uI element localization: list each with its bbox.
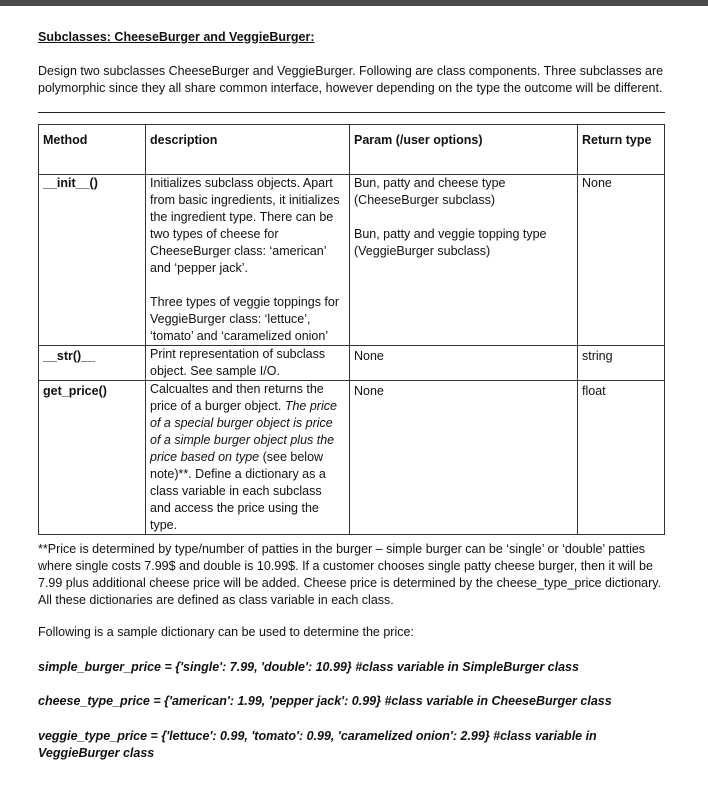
header-return-type: Return type [578, 125, 665, 175]
description-init-text-2: Three types of veggie toppings for VeggieBurger class: ‘lettuce’, ‘tomato’ and ‘caramelized onion’ [150, 295, 340, 343]
return-str: string [578, 346, 665, 381]
description-str: Print representation of subclass object. See sample I/O. [146, 346, 350, 381]
sample-intro: Following is a sample dictionary can be used to determine the price: [38, 625, 414, 639]
top-border [0, 0, 708, 6]
param-get-price: None [350, 381, 578, 535]
description-init-text-1: Initializes subclass objects. Apart from basic ingredients, it initializes the ingredient type. There can be two types of cheese for CheeseBurger class: ‘american’ and ‘pepper jack’. [150, 176, 340, 275]
get-price-desc-b: The price of a special burger object is price of a simple burger object plus the price based on type [150, 399, 337, 464]
section-heading: Subclasses: CheeseBurger and VeggieBurger: [38, 30, 315, 44]
param-init-text-1: Bun, patty and cheese type (CheeseBurger subclass) [354, 176, 506, 207]
header-method: Method [39, 125, 146, 175]
get-price-desc-c: (see below note)**. Define a dictionary as a class variable in each subclass and access the price using the type. [150, 450, 326, 532]
header-description: description [146, 125, 350, 175]
get-price-desc-a: Calcualtes and then returns the price of a burger object. [150, 382, 324, 413]
return-init: None [578, 175, 665, 346]
description-init [146, 175, 350, 346]
code-cheese-type-price: cheese_type_price = {'american': 1.99, 'pepper jack': 0.99} #class variable in CheeseBurger class [38, 694, 612, 708]
param-str: None [350, 346, 578, 381]
method-init: __init__() [39, 175, 146, 346]
intro-paragraph: Design two subclasses CheeseBurger and VeggieBurger. Following are class components. Three subclasses are polymorphic since they all share common interface, however depending on the type the outcome will be different. [38, 64, 664, 95]
header-param: Param (/user options) [350, 125, 578, 175]
class-components-table [38, 124, 665, 535]
divider [38, 112, 665, 113]
method-str: __str()__ [39, 346, 146, 381]
code-veggie-type-price: veggie_type_price = {'lettuce': 0.99, 'tomato': 0.99, 'caramelized onion': 2.99} #class variable in VeggieBurger class [38, 729, 597, 760]
param-init-text-2: Bun, patty and veggie topping type (VeggieBurger subclass) [354, 227, 547, 258]
table-row [39, 346, 665, 381]
param-init [350, 175, 578, 346]
price-note: **Price is determined by type/number of patties in the burger – simple burger can be ‘single’ or ‘double’ patties where single costs 7.99$ and double is 10.99$. If a customer chooses single patty cheese burger, then it will be 7.99 plus additional cheese price will be added. Cheese price is determined by the cheese_type_price dictionary. All these dictionaries are defined as class variable in each class. [38, 542, 662, 607]
description-get-price [146, 381, 350, 535]
table-row [39, 381, 665, 535]
table-header-row [39, 125, 665, 175]
table-row [39, 175, 665, 346]
method-get-price: get_price() [39, 381, 146, 535]
return-get-price: float [578, 381, 665, 535]
code-simple-burger-price: simple_burger_price = {'single': 7.99, 'double': 10.99} #class variable in SimpleBurger class [38, 660, 579, 674]
